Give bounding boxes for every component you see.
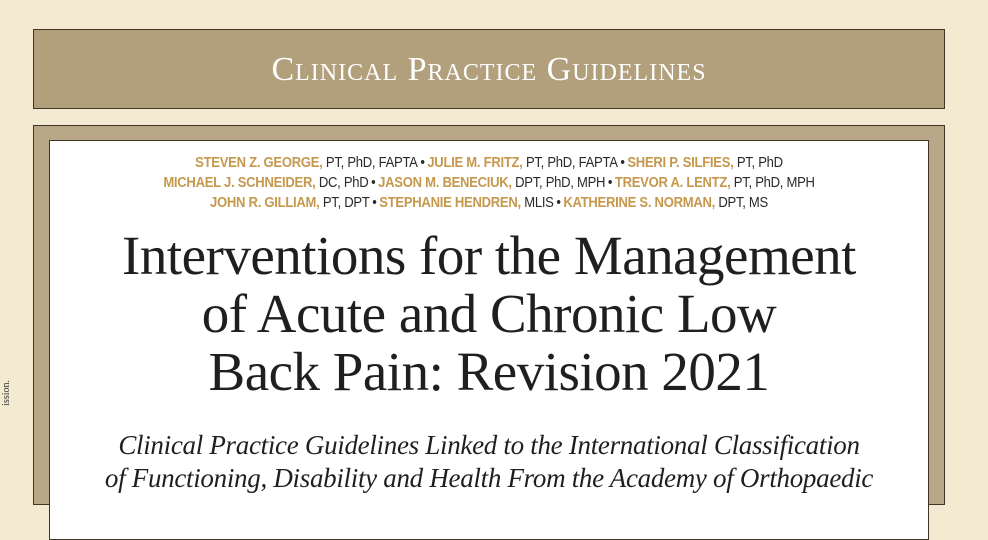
subtitle-line: of Functioning, Disability and Health From the Academy of Orthopaedic (104, 463, 874, 493)
author-credentials: DPT, MS (715, 195, 768, 211)
author-name: MICHAEL J. SCHNEIDER, (163, 175, 316, 191)
author-credentials: PT, PhD, FAPTA (322, 155, 418, 171)
article-frame (33, 125, 945, 505)
banner-title: Clinical Practice Guidelines (271, 51, 707, 88)
author-name: STEPHANIE HENDREN, (379, 195, 521, 211)
author-credentials: PT, PhD (733, 155, 783, 171)
title-line: Back Pain: Revision 2021 (208, 341, 770, 402)
article-title (50, 227, 928, 401)
author-credentials: PT, PhD, MPH (730, 175, 815, 191)
author-credentials: DC, PhD (315, 175, 369, 191)
author-separator: • (607, 175, 613, 191)
author-name: JULIE M. FRITZ, (427, 155, 523, 171)
side-permission-text: ission. (1, 380, 12, 406)
author-name: KATHERINE S. NORMAN, (563, 195, 716, 211)
author-separator: • (371, 175, 376, 191)
author-name: TREVOR A. LENTZ, (614, 175, 731, 191)
article-subtitle (50, 429, 928, 495)
title-line: of Acute and Chronic Low (201, 283, 777, 344)
author-credentials: PT, DPT (319, 195, 370, 211)
author-separator: • (372, 195, 377, 211)
author-separator: • (620, 155, 625, 171)
author-name: JOHN R. GILLIAM, (210, 195, 320, 211)
author-name: STEVEN Z. GEORGE, (195, 155, 323, 171)
author-separator: • (420, 155, 425, 171)
title-line: Interventions for the Management (122, 225, 856, 286)
author-line-1 (94, 153, 884, 173)
article-panel (49, 140, 929, 540)
author-credentials: MLIS (520, 195, 554, 211)
subtitle-line: Clinical Practice Guidelines Linked to the International Classification (118, 430, 860, 460)
side-permission-note (0, 380, 12, 484)
author-list (94, 153, 884, 213)
section-banner (33, 29, 945, 109)
author-line-2 (94, 173, 884, 193)
author-credentials: PT, PhD, FAPTA (522, 155, 618, 171)
author-separator: • (556, 195, 561, 211)
author-name: SHERI P. SILFIES, (627, 155, 734, 171)
author-name: JASON M. BENECIUK, (378, 175, 512, 191)
author-line-3 (94, 193, 884, 213)
author-credentials: DPT, PhD, MPH (511, 175, 606, 191)
